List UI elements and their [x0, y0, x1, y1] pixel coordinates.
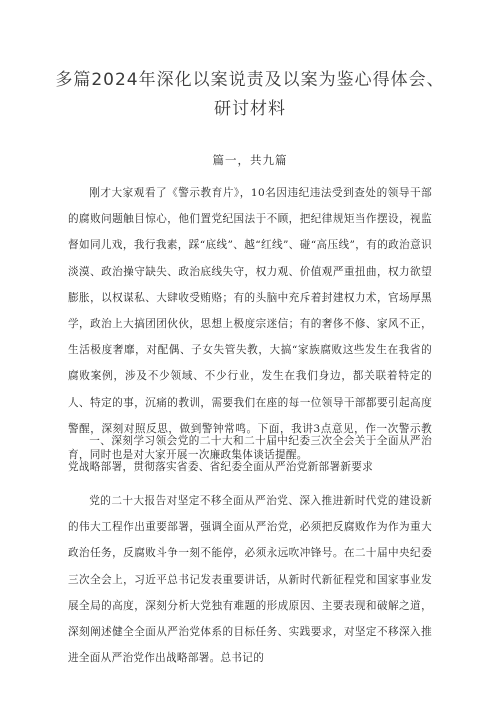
body-paragraph-party-congress: 党的二十大报告对坚定不移全面从严治党、深入推进新时代党的建设新的伟大工程作出重要部署，强调全面从严治党，必须把反腐败作为作为重大政治任务，反腐败斗争一刻不能停，必须永远吹冲锋号。在二十届中央纪委三次全会上，习近平总书记发表重要讲话，从新时代新征程党和国家事业发展全局的高度，深刻分析大党独有难题的形成原因、主要表现和破解之道，深刻阐述健全全面从严治党体系的目标任务、实践要求，对坚定不移深入推进全面从严治党作出战略部署。总书记的 — [68, 495, 432, 665]
document-title: 多篇2024年深化以案说责及以案为鉴心得体会、研讨材料 — [55, 70, 445, 119]
body-paragraph-heading-one: 一、深刻学习领会党的二十大和二十届中纪委三次全会关于全面从严治党战略部署，贯彻落实省委、省纪委全面从严治党新部署新要求 — [68, 435, 432, 474]
body-paragraph-intro: 刚才大家观看了《警示教育片》，10名因违纪违法受到查处的领导干部的腐败问题触目惊心，他们置党纪国法于不顾，把纪律规矩当作摆设，视监督如同儿戏，我行我素，踩“底线”、越“红线”、碰“高压线”，有的政治意识淡漠、政治操守缺失、政治底线失守，权力观、价值观严重扭曲，权力欲望膨胀，以权谋私、大肆收受贿赂；有的头脑中充斥着封建权力术，官场厚黑学，政治上大搞团团伙伙，思想上极度宗迷信；有的奢侈不修、家风不正，生活极度奢靡，对配偶、子女失管失教，大搞“家族腐败这些发生在我省的腐败案例，涉及不少领域、不少行业，发生在我们身边，都关联着特定的人、特定的事，沉痛的教训，需要我们在座的每一位领导干部都要引起高度警醒，深刻对照反思，做到警钟常鸣。下面，我讲3点意见，作一次警示教育，同时也是对大家开展一次廉政集体谈话提醒。 — [68, 187, 432, 462]
section-heading: 篇一，共九篇 — [212, 153, 288, 167]
